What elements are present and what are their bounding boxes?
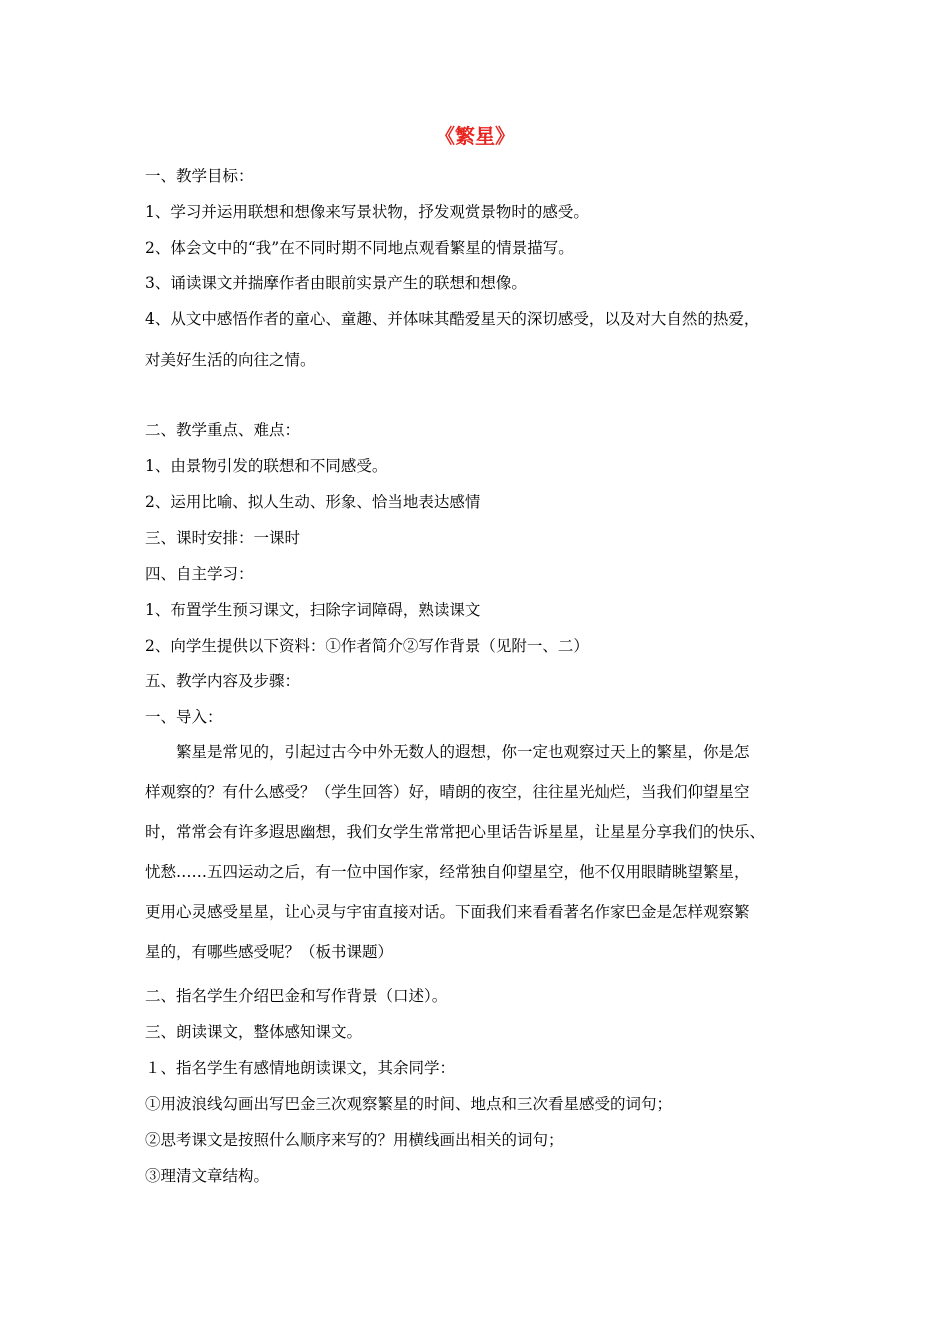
intro-line: 繁星是常见的，引起过古今中外无数人的遐想，你一定也观察过天上的繁星，你是怎 xyxy=(176,743,750,761)
section-heading-key-points: 二、教学重点、难点： xyxy=(145,421,301,439)
intro-line: 时，常常会有许多遐思幽想，我们女学生常常把心里话告诉星星，让星星分享我们的快乐、 xyxy=(145,823,766,841)
step-three-item: ③理清文章结构。 xyxy=(145,1167,270,1185)
objective-item: 2、体会文中的“我”在不同时期不同地点观看繁星的情景描写。 xyxy=(145,239,574,257)
section-heading-steps: 五、教学内容及步骤： xyxy=(145,672,301,690)
key-point-item: 1、由景物引发的联想和不同感受。 xyxy=(145,457,388,475)
section-heading-self-study: 四、自主学习： xyxy=(145,565,254,583)
key-point-item: 2、运用比喻、拟人生动、形象、恰当地表达感情 xyxy=(145,493,481,511)
step-three-item: ①用波浪线勾画出写巴金三次观察繁星的时间、地点和三次看星感受的词句； xyxy=(145,1095,673,1113)
intro-line: 样观察的？有什么感受？（学生回答）好，晴朗的夜空，往往星光灿烂，当我们仰望星空 xyxy=(145,783,750,801)
objective-item-continued: 对美好生活的向往之情。 xyxy=(145,351,316,369)
objective-item: 1、学习并运用联想和想像来写景状物，抒发观赏景物时的感受。 xyxy=(145,203,589,221)
intro-heading: 一、导入： xyxy=(145,708,223,726)
self-study-item: 2、向学生提供以下资料：①作者简介②写作背景（见附一、二） xyxy=(145,637,589,655)
self-study-item: 1、布置学生预习课文，扫除字词障碍，熟读课文 xyxy=(145,601,481,619)
objective-item: 4、从文中感悟作者的童心、童趣、并体味其酷爱星天的深切感受，以及对大自然的热爱， xyxy=(145,310,760,328)
step-three-item: ②思考课文是按照什么顺序来写的？用横线画出相关的词句； xyxy=(145,1131,564,1149)
objective-item: 3、诵读课文并揣摩作者由眼前实景产生的联想和想像。 xyxy=(145,274,527,292)
intro-line: 更用心灵感受星星，让心灵与宇宙直接对话。下面我们来看看著名作家巴金是怎样观察繁 xyxy=(145,903,750,921)
intro-line: 忧愁……五四运动之后，有一位中国作家，经常独自仰望星空，他不仅用眼睛眺望繁星， xyxy=(145,863,750,881)
section-heading-schedule: 三、课时安排：一课时 xyxy=(145,529,301,547)
intro-line: 星的，有哪些感受呢？（板书课题） xyxy=(145,943,394,961)
step-three-item: １、指名学生有感情地朗读课文，其余同学： xyxy=(145,1059,456,1077)
step-two: 二、指名学生介绍巴金和写作背景（口述）。 xyxy=(145,987,448,1005)
step-three-heading: 三、朗读课文，整体感知课文。 xyxy=(145,1023,363,1041)
intro-paragraph xyxy=(145,732,810,972)
section-heading-objectives: 一、教学目标： xyxy=(145,167,254,185)
document-title: 《繁星》 xyxy=(435,124,515,148)
